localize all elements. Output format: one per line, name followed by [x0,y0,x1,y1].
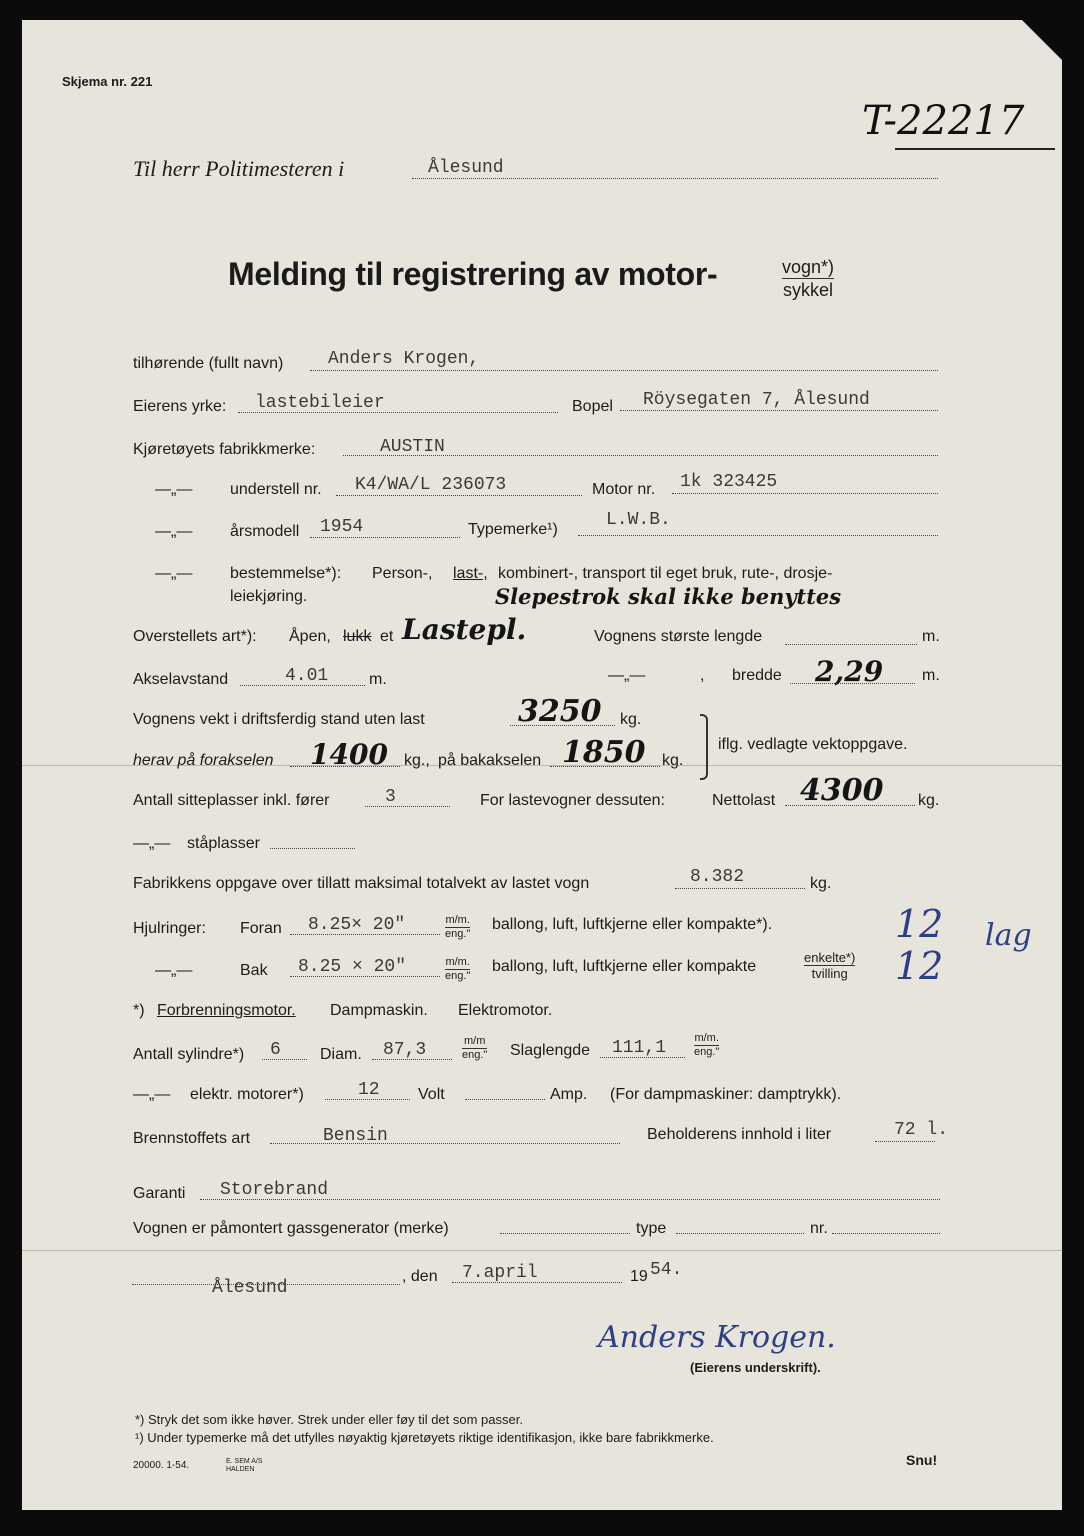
body-label: Overstellets art*): [133,628,257,645]
insurance-line [200,1199,940,1200]
volt-label: Volt [418,1086,445,1103]
address-value: Röysegaten 7, Ålesund [643,390,870,410]
generator-nr-label: nr. [810,1220,828,1237]
electric-label: elektr. motorer*) [190,1086,304,1103]
stroke-unit: m/m. eng." [694,1032,720,1058]
tires-front-unit: m/m. eng." [445,914,471,940]
motor-value: 1k 323425 [680,472,778,492]
tank-label: Beholderens innhold i liter [647,1126,832,1143]
weight-brace [700,714,708,780]
stroke-value: 111,1 [612,1038,667,1058]
ditto-mark: —„— [155,481,193,498]
make-label: Kjøretøyets fabrikkmerke: [133,441,316,458]
volt-line [465,1099,545,1100]
date-place-line [132,1284,400,1285]
cargo-label: For lastevogner dessuten: [480,792,665,809]
make-line [343,455,938,456]
tires-rear-desc: ballong, luft, luftkjerne eller kompakte [492,958,757,975]
standing-line [270,848,355,849]
electric-value: 12 [358,1080,380,1100]
body-open: Åpen, [289,628,331,645]
address-label: Bopel [572,398,613,415]
diam-line [372,1059,452,1060]
front-axle-line [290,766,400,767]
body-closed: lukk [343,628,372,645]
ditto-mark: —„— [155,565,193,582]
footnote-2: ¹) Under typemerke må det utfylles nøyaktig kjøretøyets riktige identifikasjon, ikke bare fabrikkmerke. [135,1430,714,1445]
recipient-label: Til herr Politimesteren i [133,156,345,181]
model-year-label: årsmodell [230,523,300,540]
width-value: 2,29 [815,655,884,688]
max-weight-value: 8.382 [690,867,745,887]
width-unit: m. [922,667,940,684]
net-load-line [785,805,915,806]
weight-value: 3250 [518,694,602,729]
address-line [620,410,938,411]
type-label: Typemerke¹) [468,521,558,538]
width-label: bredde [732,667,782,684]
engine-prefix: *) [133,1002,145,1019]
margin-note: lag [985,918,1032,953]
seats-line [365,806,450,807]
generator-type-line [676,1233,804,1234]
diam-value: 87,3 [383,1040,427,1060]
chassis-value: K4/WA/L 236073 [355,475,507,495]
diam-unit: m/m eng." [462,1035,488,1061]
fold-crease [22,1250,1062,1251]
cylinders-label: Antall sylindre*) [133,1046,245,1063]
recipient-value: Ålesund [428,158,504,178]
occupation-label: Eierens yrke: [133,398,227,415]
tires-rear-value: 8.25 × 20" [298,957,407,977]
title-options: vogn*) sykkel [782,257,835,300]
tires-rear-line [290,976,440,977]
model-year-line [310,537,460,538]
occupation-line [238,412,558,413]
net-load-value: 4300 [800,773,884,808]
standing-label: ståplasser [187,835,260,852]
purpose-rental: leiekjøring. [230,588,308,605]
tires-front-value: 8.25× 20" [308,915,406,935]
date-day-line [452,1282,622,1283]
make-value: AUSTIN [380,437,445,457]
purpose-person: Person-, [372,565,433,582]
tires-label: Hjulringer: [133,920,206,937]
ditto-mark: —„— [133,1086,171,1103]
fuel-line [270,1143,620,1144]
tank-line [875,1141,935,1142]
rear-axle-unit: kg. [662,752,684,769]
electric-line [325,1099,410,1100]
amp-label: Amp. [550,1086,588,1103]
purpose-label: bestemmelse*): [230,565,342,582]
purpose-cargo: last-, [453,565,488,582]
axle-line [240,685,365,686]
signature-caption: (Eierens underskrift). [690,1360,821,1375]
chassis-label: understell nr. [230,481,322,498]
net-load-label: Nettolast [712,792,776,809]
rear-axle-value: 1850 [562,735,646,770]
width-line [790,683,915,684]
margin-note: 12 [895,944,944,988]
diam-label: Diam. [320,1046,362,1063]
max-weight-line [675,888,805,889]
tires-rear-label: Bak [240,962,268,979]
motor-label: Motor nr. [592,481,656,498]
model-year-value: 1954 [320,517,364,537]
generator-type-label: type [636,1220,667,1237]
date-place: Ålesund [212,1278,288,1298]
steam-note: (For dampmaskiner: damptrykk). [610,1086,842,1103]
tires-front-label: Foran [240,920,282,937]
engine-steam: Dampmaskin. [330,1002,428,1019]
weight-note: iflg. vedlagte vektoppgave. [718,736,908,753]
seats-label: Antall sitteplasser inkl. fører [133,792,330,809]
max-weight-unit: kg. [810,875,832,892]
weight-label: Vognens vekt i driftsferdig stand uten last [133,711,425,728]
axle-value: 4.01 [285,666,329,686]
turn-over: Snu! [906,1452,938,1468]
stamp-underline [895,148,1055,150]
margin-note: 12 [895,902,944,946]
folded-corner [1022,20,1062,60]
cylinders-line [262,1059,307,1060]
occupation-value: lastebileier [255,393,385,413]
chassis-line [336,495,582,496]
front-axle-label: herav på forakselen [133,752,274,769]
insurance-label: Garanti [133,1185,186,1202]
fuel-value: Bensin [323,1126,388,1146]
registration-stamp: T-22217 [862,98,1025,144]
form-number: Skjema nr. 221 [62,74,153,89]
generator-nr-line [832,1233,940,1234]
ditto-mark: —„— [155,523,193,540]
width-prefix: , [700,667,705,684]
form-title: Melding til registrering av motor- [228,256,718,292]
rear-axle-line [550,766,660,767]
owner-value: Anders Krogen, [328,349,480,369]
insurance-value: Storebrand [220,1180,329,1200]
date-year-suffix: 54. [650,1260,683,1280]
front-axle-unit: kg., [404,752,430,769]
body-closed-suffix: et [380,628,394,645]
engine-electric: Elektromotor. [458,1002,553,1019]
weight-unit: kg. [620,711,642,728]
ditto-mark: —„— [155,962,193,979]
tank-value: 72 l. [894,1120,949,1140]
tires-rear-unit: m/m. eng." [445,956,471,982]
owner-signature: Anders Krogen. [598,1320,836,1355]
motor-line [672,493,938,494]
date-den: , den [402,1268,438,1285]
print-code: 20000. 1-54. [133,1460,190,1471]
axle-unit: m. [369,671,387,688]
weight-line [510,725,615,726]
tires-front-desc: ballong, luft, luftkjerne eller kompakte*). [492,916,773,933]
footnote-1: *) Stryk det som ikke høver. Strek under eller føy til det som passer. [135,1412,523,1427]
length-line [785,644,917,645]
rear-axle-label: på bakakselen [438,752,542,769]
owner-line [310,370,938,371]
tires-front-line [290,934,440,935]
recipient-line [412,178,938,179]
date-day: 7.april [462,1263,538,1283]
body-handwritten: Lastepl. [402,613,527,646]
fuel-label: Brennstoffets art [133,1130,251,1147]
axle-label: Akselavstand [133,671,229,688]
front-axle-value: 1400 [310,738,388,771]
length-label: Vognens største lengde [594,628,763,645]
ditto-mark: —„— [608,667,646,684]
date-year-prefix: 19 [630,1268,648,1285]
max-weight-label: Fabrikkens oppgave over tillatt maksimal totalvekt av lastet vogn [133,875,590,892]
generator-line [500,1233,630,1234]
type-line [578,535,938,536]
engine-combustion: Forbrenningsmotor. [157,1002,296,1019]
stroke-line [600,1057,685,1058]
generator-label: Vognen er påmontert gassgenerator (merke) [133,1220,449,1237]
type-value: L.W.B. [606,510,671,530]
stroke-label: Slaglengde [510,1042,591,1059]
owner-label: tilhørende (fullt navn) [133,355,284,372]
length-unit: m. [922,628,940,645]
tires-rear-options: enkelte*) tvilling [804,950,856,981]
purpose-handwritten: Slepestrok skal ikke benyttes [495,584,842,609]
net-load-unit: kg. [918,792,940,809]
purpose-options: kombinert-, transport til eget bruk, rute-, drosje- [498,565,833,582]
seats-value: 3 [385,787,396,807]
cylinders-value: 6 [270,1040,281,1060]
ditto-mark: —„— [133,835,171,852]
printer-name: E. SEM A/S HALDEN [226,1458,263,1473]
